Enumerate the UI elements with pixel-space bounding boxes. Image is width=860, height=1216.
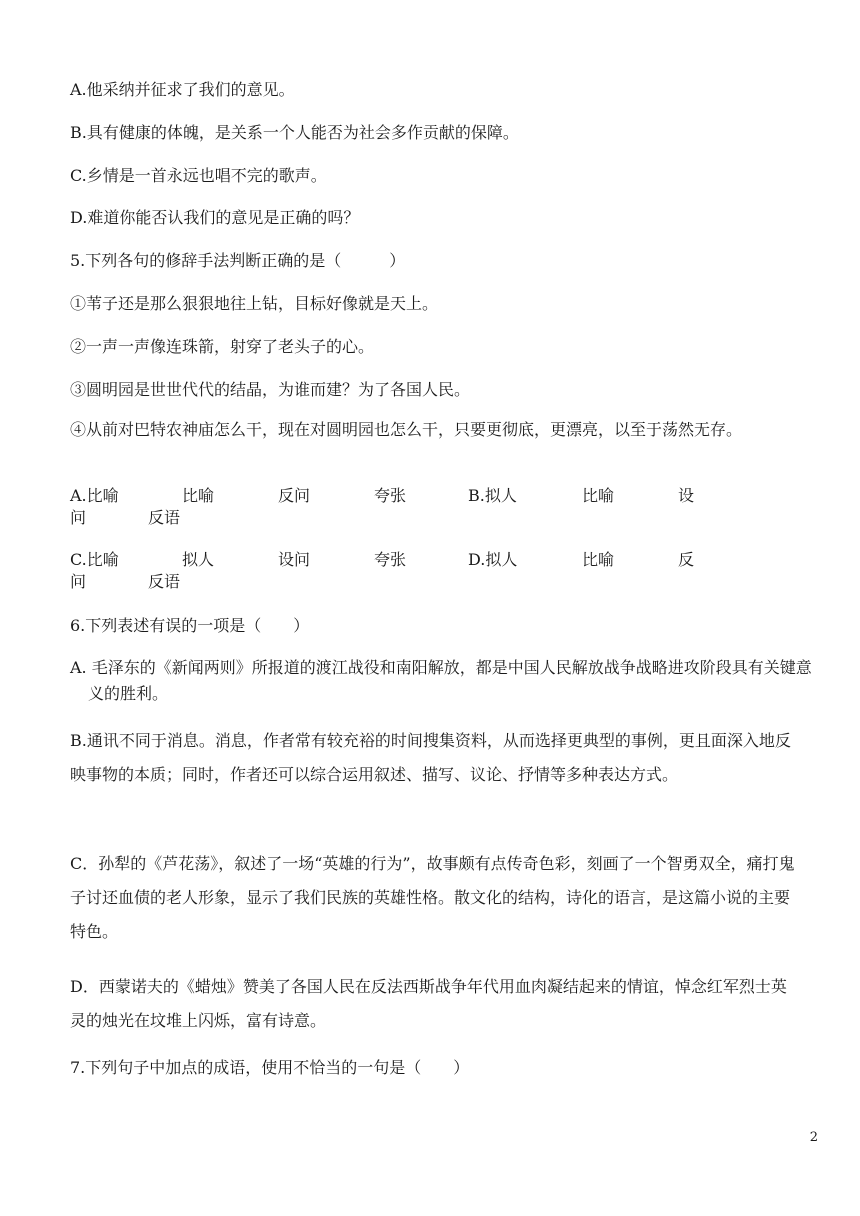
q5-opt-cd-9: 反语	[148, 572, 181, 591]
q5-opt-cd-5: D.拟人	[468, 550, 518, 569]
q5-opt-cd-8: 问	[70, 572, 87, 591]
q5-options-ab	[70, 485, 800, 529]
q5-sentence-2: ②一声一声像连珠箭，射穿了老头子的心。	[70, 337, 375, 356]
q5-sentence-4: ④从前对巴特农神庙怎么干，现在对圆明园也怎么干，只要更彻底，更漂亮，以至于荡然无存。	[70, 420, 743, 439]
q5-opt-ab-3: 反问	[278, 486, 311, 505]
q5-opt-ab-8: 问	[70, 508, 87, 527]
q4-option-c: C.乡情是一首永远也唱不完的歌声。	[70, 166, 327, 185]
q5-opt-ab-5: B.拟人	[468, 486, 517, 505]
q5-opt-cd-6: 比喻	[582, 550, 615, 569]
q6-option-a: A. 毛泽东的《新闻两则》所报道的渡江战役和南阳解放，都是中国人民解放战争战略进攻阶段具有关键意义的胜利。	[70, 658, 812, 703]
q5-opt-ab-2: 比喻	[182, 486, 215, 505]
q5-stem: 5.下列各句的修辞手法判断正确的是（ ）	[70, 251, 406, 270]
q5-opt-cd-3: 设问	[278, 550, 311, 569]
q7-stem: 7.下列句子中加点的成语，使用不恰当的一句是（ ）	[70, 1058, 470, 1077]
q5-opt-ab-9: 反语	[148, 508, 181, 527]
q4-option-d: D.难道你能否认我们的意见是正确的吗？	[70, 208, 360, 227]
q5-opt-ab-1: A.比喻	[70, 486, 119, 505]
page-number: 2	[809, 1130, 818, 1145]
q4-option-b: B.具有健康的体魄，是关系一个人能否为社会多作贡献的保障。	[70, 123, 519, 142]
q5-sentence-1: ①苇子还是那么狠狠地往上钻，目标好像就是天上。	[70, 294, 439, 313]
q5-options-cd	[70, 549, 800, 593]
q6-option-d: D．西蒙诺夫的《蜡烛》赞美了各国人民在反法西斯战争年代用血肉凝结起来的情谊，悼念红军烈士英灵的烛光在坟堆上闪烁，富有诗意。	[70, 977, 787, 1030]
q5-opt-cd-4: 夸张	[374, 550, 407, 569]
q6-stem: 6.下列表述有误的一项是（ ）	[70, 616, 310, 635]
q5-opt-cd-2: 拟人	[182, 550, 215, 569]
q6-option-c: C．孙犁的《芦花荡》，叙述了一场“英雄的行为”，故事颇有点传奇色彩，刻画了一个智勇双全，痛打鬼子讨还血债的老人形象，显示了我们民族的英雄性格。散文化的结构，诗化的语言，是这篇小说的主要特色。	[70, 854, 795, 941]
q5-opt-cd-1: C.比喻	[70, 550, 119, 569]
q4-option-a: A.他采纳并征求了我们的意见。	[70, 80, 295, 99]
q5-opt-cd-7: 反	[678, 550, 695, 569]
q6-option-b: B.通讯不同于消息。消息，作者常有较充裕的时间搜集资料，从而选择更典型的事例，更且面深入地反映事物的本质；同时，作者还可以综合运用叙述、描写、议论、抒情等多种表达方式。	[70, 731, 791, 784]
q5-opt-ab-4: 夸张	[374, 486, 407, 505]
q5-sentence-3: ③圆明园是世世代代的结晶，为谁而建？为了各国人民。	[70, 380, 471, 399]
q5-opt-ab-6: 比喻	[582, 486, 615, 505]
q5-opt-ab-7: 设	[678, 486, 695, 505]
